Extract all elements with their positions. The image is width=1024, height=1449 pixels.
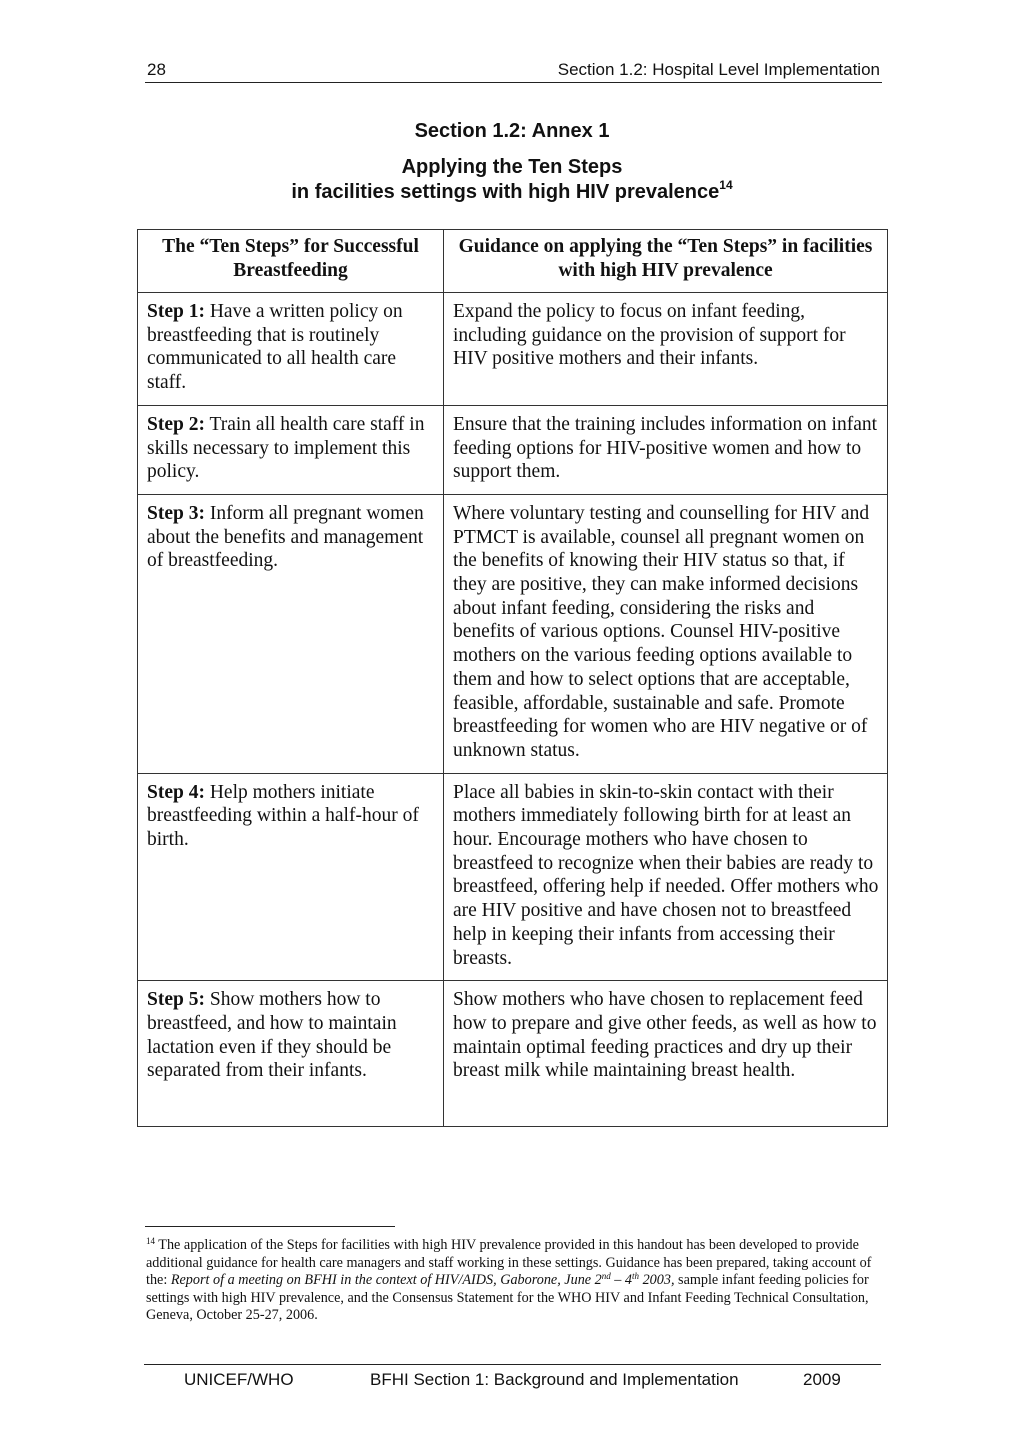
ordinal-suffix: nd <box>601 1271 611 1282</box>
step-cell <box>138 293 444 406</box>
guidance-cell: Place all babies in skin-to-skin contact with their mothers immediately following birth for at least an hour. Encourage mothers who have chosen to breastfeed to recognize when their babies are ready to breastfeed, offering help if needed. Offer mothers who are HIV positive and have chosen not to breastfeed help in keeping their infants from accessing their breasts. <box>444 773 888 981</box>
ordinal-suffix: th <box>632 1271 640 1282</box>
table-row <box>138 405 888 494</box>
footnote <box>146 1237 882 1325</box>
footnote-separator <box>145 1226 395 1227</box>
column-header-steps: The “Ten Steps” for Successful Breastfeeding <box>138 230 444 293</box>
footer-year: 2009 <box>803 1370 841 1389</box>
footer-organization: UNICEF/WHO <box>184 1370 294 1389</box>
step-text: Show mothers how to breastfeed, and how to maintain lactation even if they should be separated from their infants. <box>147 989 397 1082</box>
step-text: Have a written policy on breastfeeding that is routinely communicated to all health care staff. <box>147 301 403 394</box>
date-range-dash: – 4 <box>610 1272 633 1289</box>
column-header-guidance: Guidance on applying the “Ten Steps” in facilities with high HIV prevalence <box>444 230 888 293</box>
footnote-marker: 14 <box>146 1236 155 1246</box>
step-label: Step 3: <box>147 502 205 524</box>
guidance-cell: Expand the policy to focus on infant feeding, including guidance on the provision of support for HIV positive mothers and their infants. <box>444 293 888 406</box>
step-cell <box>138 405 444 494</box>
step-cell <box>138 494 444 773</box>
header-section-label: Section 1.2: Hospital Level Implementation <box>557 60 880 79</box>
page-number: 28 <box>147 60 166 79</box>
ten-steps-table <box>137 229 888 1127</box>
title-block <box>0 120 1024 205</box>
footnote-text-start: The application of the Steps for facilities with high HIV prevalence provided in this handout has been developed to provide additional guidance for health care managers and staff working in these settings. Guidance has been prepared, taking account of the: <box>146 1237 872 1289</box>
step-label: Step 1: <box>147 301 205 322</box>
table-row <box>138 773 888 981</box>
table-header-row <box>138 230 888 293</box>
footnote-reference: 14 <box>719 178 733 192</box>
step-cell <box>138 773 444 981</box>
page-footer <box>144 1364 881 1395</box>
footnote-text-end: sample infant feeding policies for settings with high HIV prevalence, and the Consensus Statement for the WHO HIV and Infant Feeding Technical Consultation, Geneva, October 25-27, 2006. <box>146 1272 869 1324</box>
step-text: Inform all pregnant women about the benefits and management of breastfeeding. <box>147 502 424 572</box>
report-title: Report of a meeting on BFHI in the context of HIV/AIDS, Gaborone, June 2 <box>170 1272 602 1289</box>
guidance-cell: Where voluntary testing and counselling for HIV and PTMCT is available, counsel all pregnant women on the benefits of knowing their HIV status so that, if they are positive, they can make informed decisions about infant feeding, considering the risks and benefits of various options. Counsel HIV-positive mothers on the various feeding options available to them and how to select options that are acceptable, feasible, affordable, sustainable and safe. Promote breastfeeding for women who are HIV negative or of unknown status. <box>444 494 888 773</box>
report-year: 2003, <box>639 1272 675 1289</box>
table-row <box>138 981 888 1127</box>
step-text: Help mothers initiate breastfeeding within a half-hour of birth. <box>147 781 419 851</box>
guidance-cell: Show mothers who have chosen to replacement feed how to prepare and give other feeds, as well as how to maintain optimal feeding practices and dry up their breast milk while maintaining breast health. <box>444 981 888 1127</box>
guidance-cell: Ensure that the training includes information on infant feeding options for HIV-positive women and how to support them. <box>444 405 888 494</box>
subtitle-line-2 <box>0 180 1024 205</box>
step-label: Step 5: <box>147 989 205 1011</box>
step-label: Step 2: <box>147 413 205 435</box>
subtitle-line-1: Applying the Ten Steps <box>401 156 623 178</box>
table-row <box>138 494 888 773</box>
table-row <box>138 293 888 406</box>
footer-document-title: BFHI Section 1: Background and Implementation <box>370 1370 739 1389</box>
step-label: Step 4: <box>147 781 205 803</box>
subtitle-line-2-text: in facilities settings with high HIV prevalence <box>291 181 720 203</box>
footnote-report-reference <box>171 1272 675 1288</box>
step-text: Train all health care staff in skills necessary to implement this policy. <box>147 413 425 483</box>
annex-title: Section 1.2: Annex 1 <box>414 120 610 142</box>
page-header <box>145 60 882 83</box>
step-cell <box>138 981 444 1127</box>
